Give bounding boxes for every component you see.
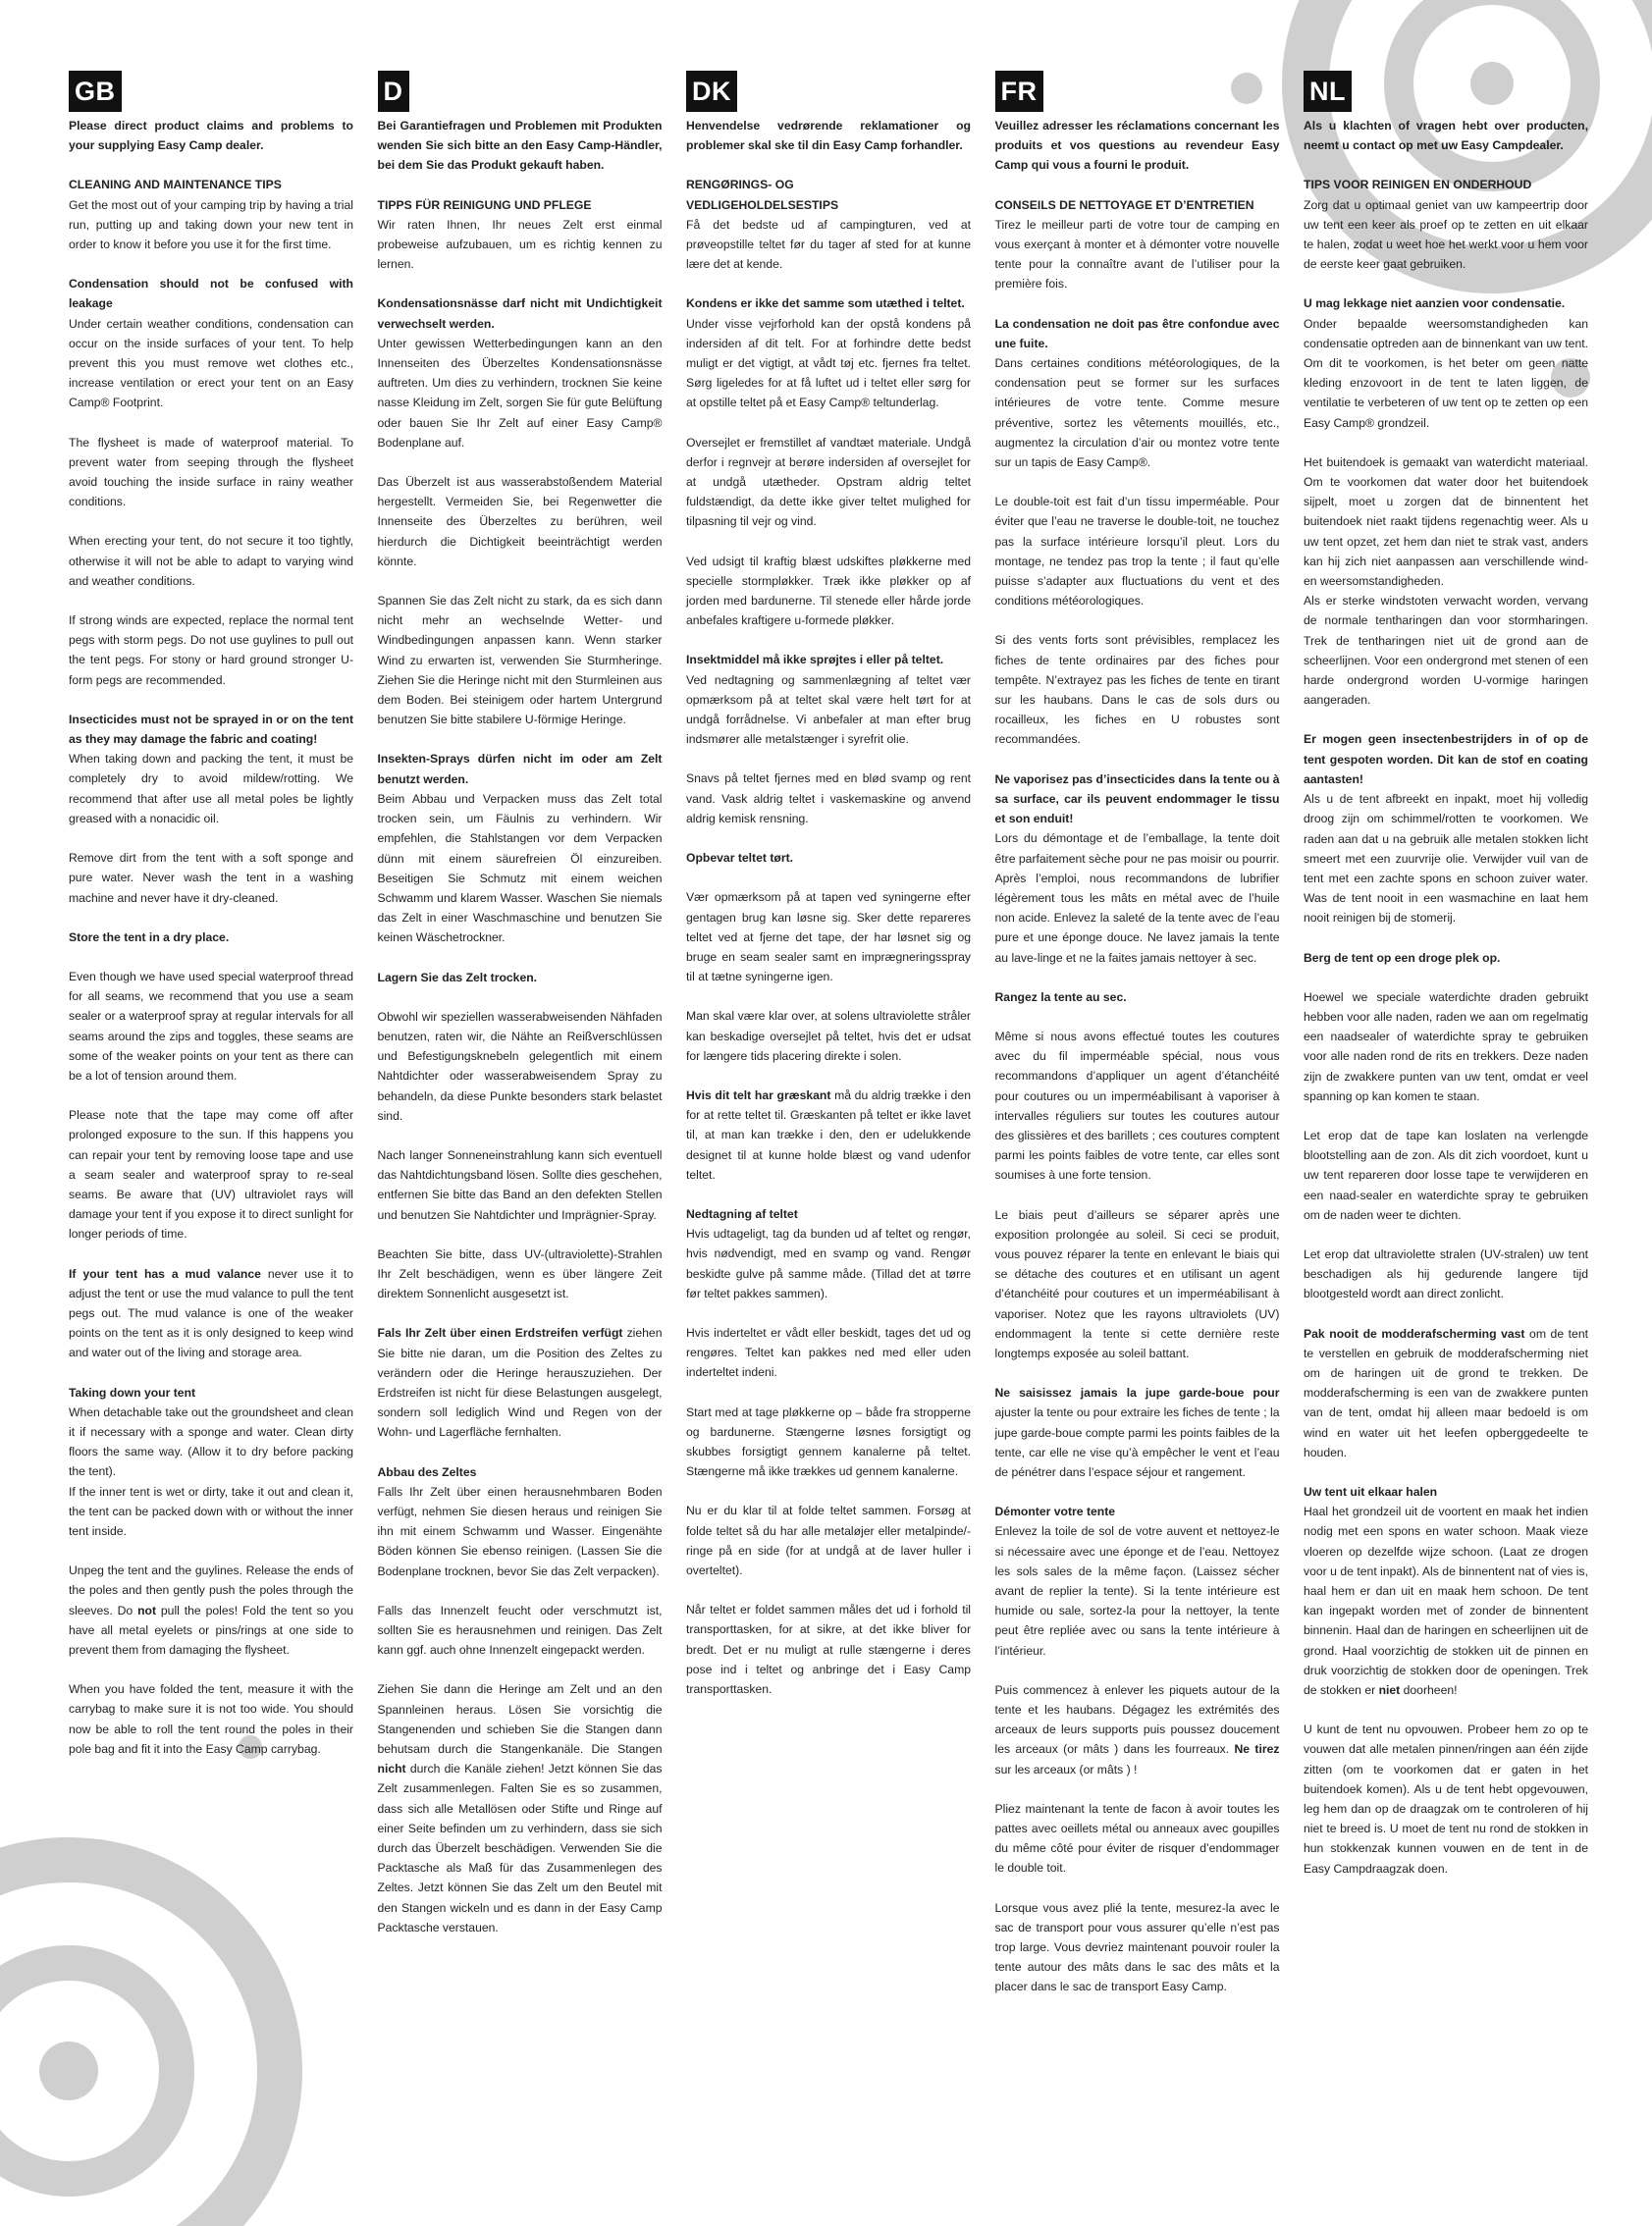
subheading: Store the tent in a dry place. [69,929,230,944]
language-badge-gb: GB [69,71,122,112]
inline-bold: If your tent has a mud valance [69,1266,261,1281]
inline-bold: Ne tirez [1234,1742,1280,1757]
inline-text: Ziehen Sie dann die Heringe am Zelt und an den Spannleinen heraus. Lösen Sie vorsichtig die Stangenenden und schieben Sie die Stangen dann behutsam durch die Stangenkanäle. Die Stangen [377,1682,663,1757]
paragraph: Even though we have used special waterproof thread for all seams, we recommend that you use a seam sealer or a waterproof spray at regular intervals for all seams around the zips and toggles, these seams are some of the weaker points on your tent as there can be a lot of tension around them. [69,969,353,1083]
paragraph: When taking down and packing the tent, it must be completely dry to avoid mildew/rotting. We recommend that after use all metal poles be lightly greased with a nonacidic oil. [69,752,353,825]
paragraph: Let erop dat ultraviolette stralen (UV-stralen) uw tent beschadigen als hij gedurende langere tijd blootgesteld wordt aan direct zonlicht. [1304,1246,1588,1301]
intro-text: Veuillez adresser les réclamations concernant les produits et vos questions au revendeur Easy Camp qui vous a fourni le produit. [994,119,1280,173]
paragraph: Zorg dat u optimaal geniet van uw kampeertrip door uw tent een keer als proef op te zetten en uit elkaar te halen, zodat u weet hoe het werkt voor u hem voor de eerste keer gaat gebruiken. [1304,197,1588,272]
inline-bold: niet [1378,1683,1401,1698]
language-columns [69,71,1588,2191]
subheading: Er mogen geen insectenbestrijders in of op de tent gespoten worden. Dit kan de stof en coating aantasten! [1304,732,1588,786]
paragraph: When you have folded the tent, measure it with the carrybag to make sure it is not too wide. You should now be able to roll the tent round the poles in their pole bag and fit it into the Easy Camp carrybag. [69,1682,353,1756]
paragraph: Oversejlet er fremstillet af vandtæt materiale. Undgå derfor i regnvejr at berøre indersiden af oversejlet for at undgå utætheder. Opstram aldrig teltet fuldstændigt, da dette ikke giver teltet mulighed for tilpasning til vejr og vind. [686,435,971,529]
section-title: TIPS VOOR REINIGEN EN ONDERHOUD [1304,178,1532,192]
inline-text: ziehen Sie bitte nie daran, um die Position des Zeltes zu verändern oder die Heringe herauszuziehen. Der Erdstreifen ist nicht für diese Belastungen ausgelegt, sondern soll lediglich Wind und Regen von der Wohn- und Lagerfläche fernhalten. [377,1326,663,1440]
inline-text: Unpeg the tent and the guylines. Release the ends of the poles and then gently push the poles through the sleeves. Do [69,1564,353,1617]
subheading: Kondensationsnässe darf nicht mit Undichtigkeit verwechselt werden. [377,296,663,331]
paragraph: Få det bedste ud af campingturen, ved at prøveopstille teltet før du tager af sted for at kunne lære det at kende. [686,217,971,272]
section-title: CLEANING AND MAINTENANCE TIPS [69,178,282,192]
column-dk [686,71,971,2191]
paragraph: Le biais peut d’ailleurs se séparer après une exposition prolongée au soleil. Si ceci se produit, vous pouvez réparer la tente en enlevant le biais qui se détache des coutures et en utilisant un agent d’étanchéité pour coutures et un imperméabilisant à vaporiser. Notez que les rayons ultraviolets (UV) endommagent la tente si cette dernière reste longtemps exposée au soleil battant. [994,1207,1280,1360]
column-d [378,71,663,2191]
paragraph: Nach langer Sonneneinstrahlung kann sich eventuell das Nahtdichtungsband lösen. Sollte dies geschehen, entfernen Sie bitte das Band an den defekten Stellen und benutzen Sie Nahtdichter und Imprägnier-Spray. [377,1147,663,1222]
subheading: Berg de tent op een droge plek op. [1304,950,1501,965]
inline-text: sur les arceaux (or mâts ) ! [994,1762,1138,1776]
paragraph [69,1264,353,1363]
inline-text: Puis commencez à enlever les piquets autour de la tente et les haubans. Dégagez les extrémités des arceaux de leurs supports puis poussez doucement les arceaux (or mâts ) dans les fourreaux. [994,1682,1280,1757]
paragraph: Beachten Sie bitte, dass UV-(ultraviolette)-Strahlen Ihr Zelt beschädigen, wenn es über längere Zeit direktem Sonnenlicht ausgesetzt ist. [377,1246,663,1301]
paragraph [686,1086,971,1185]
paragraph [378,1679,663,1937]
paragraph: Même si nous avons effectué toutes les coutures avec du fil imperméable spécial, nous vous recommandons d’appliquer un agent d’étanchéité pour coutures ou un imperméabilisant à vaporiser à intervalles réguliers sur toutes les coutures autour des glissières et des barillets ; ces coutures comptent parmi les points faibles de votre tente, car elles sont soumises à une forte tension. [994,1029,1280,1183]
subheading: Démonter votre tente [994,1505,1116,1519]
paragraph: Tirez le meilleur parti de votre tour de camping en vous exerçant à monter et à démonter votre nouvelle tente pour la connaître avant de l’utiliser pour la première fois. [994,217,1280,292]
paragraph: Si des vents forts sont prévisibles, remplacez les fiches de tente ordinaires par des fiches pour tempête. N’extrayez pas les fiches de tente en tirant sur les haubans. Dans le cas de sols durs ou rocailleux, les fiches en U robustes sont recommandées. [994,633,1280,747]
subheading: Lagern Sie das Zelt trocken. [377,970,538,984]
paragraph: Start med at tage pløkkerne op – både fra stropperne og bardunerne. Stængerne løsnes forsigtigt og skubbes forsigtigt gennem kanalerne på teltet. Stængerne må ikke trækkes ud gennem kanalerne. [686,1404,971,1479]
paragraph: Onder bepaalde weersomstandigheden kan condensatie optreden aan de binnenkant van uw tent. Om dit te voorkomen, is het beter om geen natte kleding enzovoort in de tent te laten liggen, de ventilatie te verbeteren of uw tent op te zetten op een Easy Camp® grondzeil. [1304,316,1589,430]
paragraph: U kunt de tent nu opvouwen. Probeer hem zo op te vouwen dat alle metalen pinnen/ringen aan één zijde zitten (om te voorkomen dat er gaten in het buitendoek komen). Als u de tent hebt opgevouwen, leg hem dan op de draagzak om te controleren of hij niet te breed is. U moet de tent nu rond de stokken in hun stokkenzak kunnen vouwen en de tent in de Easy Campdraagzak doen. [1304,1722,1588,1876]
paragraph [378,1323,663,1442]
paragraph: Als u de tent afbreekt en inpakt, moet hij volledig droog zijn om schimmel/rotten te voorkomen. We raden aan dat u na gebruik alle metalen stokken licht smeert met een zuurvrije olie. Verwijder vuil van de tent met een zachte spons en schoon zuiver water. Was de tent nooit in een wasmachine en laat hem nooit reinigen bij de stomerij. [1304,792,1588,926]
paragraph: Falls das Innenzelt feucht oder verschmutzt ist, sollten Sie es herausnehmen und reinigen. Das Zelt kann ggf. auch ohne Innenzelt eingepackt werden. [377,1603,663,1658]
paragraph: Vær opmærksom på at tapen ved syningerne efter gentagen brug kan løsne sig. Sker dette repareres teltet ved at fjerne det tape, der har løsnet sig og bruge en seam sealer samt en imprægneringsspray til at tætne syningerne igen. [686,890,971,984]
section-title: TIPPS FÜR REINIGUNG UND PFLEGE [377,197,592,212]
paragraph: When detachable take out the groundsheet and clean it if necessary with a sponge and water. Clean dirty floors the same way. (Allow it to dry before packing the tent). [69,1404,353,1479]
paragraph: Ved nedtagning og sammenlægning af teltet vær opmærksom på at teltet skal være helt tørt for at undgå forrådnelse. Vi anbefaler at man efter brug indsmører alle metalstænger i syrefrit olie. [686,672,971,747]
subheading: Ne vaporisez pas d’insecticides dans la tente ou à sa surface, car ils peuvent endommager le tissu et son enduit! [994,771,1280,826]
paragraph: Spannen Sie das Zelt nicht zu stark, da es sich dann nicht mehr an wechselnde Wetter- und Windbedingungen anpassen kann. Wenn starker Wind zu erwarten ist, verwenden Sie Sturmheringe. Ziehen Sie die Heringe nicht mit den Sturmleinen aus dem Boden. Bei steinigem oder hartem Untergrund benutzen Sie bitte stabilere U-förmige Heringe. [377,594,663,727]
inline-text: doorheen! [1400,1683,1458,1698]
inline-text: durch die Kanäle ziehen! Jetzt können Sie das Zelt zusammenlegen. Falten Sie es so zusammen, dass sich alle Metallösen oder Stifte und Ringe auf einer Seite befinden um zu verhindern, dass sie sich durch das Überzelt beschädigen. Verwenden Sie die Packtasche als Maß für das Zusammenlegen des Zeltes. Jetzt können Sie das Zelt um den Beutel mit den Stangen wickeln und es dann in der Easy Camp Packtasche verstauen. [377,1762,663,1934]
language-badge-nl: NL [1304,71,1352,112]
paragraph: Enlevez la toile de sol de votre auvent et nettoyez-le si nécessaire avec une éponge et de l’eau. Nettoyez les sols sales de la même façon. (Laissez sécher avant de replier la tente). Si la tente intérieure est humide ou sale, sortez-la pour la nettoyer, la tente peut être repliée avec ou sans la tente intérieure à l’intérieur. [994,1524,1280,1658]
paragraph: Under certain weather conditions, condensation can occur on the inside surfaces of your tent. To help prevent this you must remove wet clothes etc., increase ventilation or erect your tent on an Easy Camp® Footprint. [69,316,353,410]
inline-text: om de tent te verstellen en gebruik de modderafscherming niet om de haringen uit de grond te trekken. De modderafscherming is een van de zwakkere punten van de tent, omdat hij alleen maar bedoeld is om wind en water uit het leefen opberggedeelte te houden. [1304,1326,1588,1459]
subheading: La condensation ne doit pas être confondue avec une fuite. [994,316,1280,350]
paragraph: Het buitendoek is gemaakt van waterdicht materiaal. Om te voorkomen dat water door het buitendoek sijpelt, moet u zorgen dat de binnentent het buitendoek niet raakt tijdens regenachtig weer. Als u uw tent opzet, zet hem dan niet te strak vast, anders kan hij zich niet aanpassen aan verschillende wind- en weersomstandigheden. [1304,454,1588,589]
paragraph: Hvis udtageligt, tag da bunden ud af teltet og rengør, hvis nødvendigt, med en svamp og vand. Rengør beskidte gulve på samme måde. (Tillad det at tørre før teltet pakkes sammen). [686,1227,971,1300]
language-badge-dk: DK [686,71,737,112]
paragraph: Unter gewissen Wetterbedingungen kann an den Innenseiten des Überzeltes Kondensationsnässe auftreten. Um dies zu verhindern, trocknen Sie keine nasse Kleidung im Zelt, sorgen Sie für gute Belüftung oder bauen Sie Ihr Zelt auf einer Easy Camp® Bodenplane auf. [377,336,663,450]
inline-bold: Hvis dit telt har græskant [686,1087,831,1102]
paragraph [995,1383,1280,1482]
inline-bold: Pak nooit de modderafscherming vast [1304,1326,1525,1341]
paragraph: Le double-toit est fait d’un tissu imperméable. Pour éviter que l’eau ne traverse le double-toit, ne touchez pas la surface intérieure lorsqu’il pleut. Lors du montage, ne tendez pas trop la tente ; il faut qu’elle puisse s’adapter aux fluctuations du vent et des conditions météorologiques. [994,495,1280,609]
paragraph [995,1680,1280,1779]
paragraph: Get the most out of your camping trip by having a trial run, putting up and taking down your new tent in order to know it before you use it for the first time. [69,197,353,252]
paragraph [69,1561,353,1660]
inline-bold: Ne saisissez jamais la jupe garde-boue pour [994,1386,1280,1401]
subheading: Condensation should not be confused with leakage [69,277,353,311]
paragraph: Hoewel we speciale waterdichte draden gebruikt hebben voor alle naden, raden we aan om regelmatig een naadsealer of waterdichte spray te gebruiken voor alle naden rond de rits en trekkers. Deze naden zijn de zwakkere punten van uw tent, omdat er veel spanning op kan komen te staan. [1304,989,1588,1103]
paragraph: Under visse vejrforhold kan der opstå kondens på indersiden af dit telt. For at forhindre dette bedst muligt er det vigtigt, at vådt tøj etc. fjernes fra teltet. Sørg ligeledes for at få luftet ud i teltet eller sørg for at opstille teltet på et Easy Camp® teltunderlag. [686,316,971,410]
subheading: Insecticides must not be sprayed in or on the tent as they may damage the fabric and coating! [69,712,353,747]
subheading: Abbau des Zeltes [377,1464,477,1479]
inline-bold: not [137,1603,157,1617]
paragraph: Das Überzelt ist aus wasserabstoßendem Material hergestellt. Vermeiden Sie, bei Regenwetter die Innenseite des Überzeltes zu berühren, weil hierdurch die Dichtigkeit beeinträchtigt werden könnte. [377,475,663,568]
paragraph: Snavs på teltet fjernes med en blød svamp og rent vand. Vask aldrig teltet i vaskemaskine og anvend aldrig kemisk rensning. [686,771,971,825]
paragraph: Obwohl wir speziellen wasserabweisenden Nähfaden benutzen, raten wir, die Nähte an Reißverschlüssen und Befestigungsknebeln gelegentlich mit einem Nahtdichter oder wasserabweisendem Spray zu behandeln, da diese Punkte besonders stark belastet sind. [377,1009,663,1123]
column-gb [69,71,353,2191]
paragraph: Man skal være klar over, at solens ultraviolette stråler kan beskadige oversejlet på teltet, hvis det er udsat for længere tids placering direkte i solen. [686,1009,971,1063]
paragraph: Når teltet er foldet sammen måles det ud i forhold til transporttasken, for at sikre, at det ikke bliver for bredt. Det er nu muligt at rulle stængerne i deres pose ind i teltet og anbringe det i Easy Camp transporttasken. [686,1603,971,1696]
paragraph: If strong winds are expected, replace the normal tent pegs with storm pegs. Do not use guylines to pull out the tent pegs. For stony or hard ground stronger U-form pegs are recommended. [69,613,353,687]
column-nl [1304,71,1588,2191]
paragraph: Lorsque vous avez plié la tente, mesurez-la avec le sac de transport pour vous assurer qu’elle n’est pas trop large. Vous devriez maintenant pouvoir rouler la tente autour des mâts dans le sac des mâts et la placer dans le sac de transport Easy Camp. [994,1900,1280,1994]
language-badge-d: D [378,71,409,112]
section-title: VEDLIGEHOLDELSESTIPS [686,197,839,212]
paragraph: Pliez maintenant la tente de facon à avoir toutes les pattes avec oeillets métal ou anneaux avec goupilles du même côté pour éviter de risquer d’endommager le double toit. [994,1801,1280,1876]
paragraph: Beim Abbau und Verpacken muss das Zelt total trocken sein, um Fäulnis zu verhindern. Wir empfehlen, die Stahlstangen vor dem Verpacken dünn mit einem säurefreien Öl einzureiben. Beseitigen Sie Schmutz mit einem weichen Schwamm und klarem Wasser. Waschen Sie niemals das Zelt in einer Waschmaschine und benutzen Sie keinen Wäschetrockner. [377,791,663,945]
paragraph: Dans certaines conditions météorologiques, de la condensation peut se former sur les surfaces intérieures de votre tente. Comme mesure préventive, sortez les vêtements mouillés, etc., augmentez la circulation d’air ou montez votre tente sur un tapis de Easy Camp®. [994,356,1280,470]
inline-bold: Fals Ihr Zelt über einen Erdstreifen verfügt [377,1326,623,1341]
paragraph: Ved udsigt til kraftig blæst udskiftes pløkkerne med specielle stormpløkker. Træk ikke pløkker op af jorden med bardunerne. Til stenede eller hårde jorde anbefales kraftigere u-formede pløkker. [686,554,971,628]
inline-bold: nicht [377,1762,406,1776]
paragraph: Hvis inderteltet er vådt eller beskidt, tages det ud og rengøres. Teltet kan pakkes ned med eller uden inderteltet indeni. [686,1325,971,1380]
column-fr [995,71,1280,2191]
subheading: Uw tent uit elkaar halen [1304,1484,1438,1499]
intro-text: Bei Garantiefragen und Problemen mit Produkten wenden Sie sich bitte an den Easy Camp-Händler, bei dem Sie das Produkt gekauft haben. [377,119,663,173]
inline-text: ajuster la tente ou pour extraire les fiches de tente ; la jupe garde-boue compte parmi les points faibles de la tente, car elle ne vise qu’à empêcher le vent et l’eau de pénétrer dans l’espace séjour et rangement. [994,1405,1280,1479]
language-badge-fr: FR [995,71,1043,112]
section-title: CONSEILS DE NETTOYAGE ET D’ENTRETIEN [994,197,1254,212]
paragraph: Falls Ihr Zelt über einen herausnehmbaren Boden verfügt, nehmen Sie diesen heraus und reinigen Sie ihn mit einem Schwamm und Wasser. Eingenähte Böden können Sie ebenso reinigen. (Lassen Sie die Bodenplane trocknen, bevor Sie das Zelt verpacken). [377,1484,663,1578]
subheading: Rangez la tente au sec. [994,989,1127,1004]
intro-text: Please direct product claims and problems to your supplying Easy Camp dealer. [69,119,353,153]
subheading: Insekten-Sprays dürfen nicht im oder am Zelt benutzt werden. [377,752,663,786]
paragraph: Lors du démontage et de l’emballage, la tente doit être parfaitement sèche pour ne pas moisir ou pourrir. Après l’emploi, nous recommandons de lubrifier légèrement tous les mâts en métal avec de l’huile non acide. Enlevez la saleté de la tente avec de l’eau pure et une éponge douce. Ne lavez jamais la tente au lave-linge et ne la faites jamais nettoyer à sec. [994,831,1280,965]
paragraph: Please note that the tape may come off after prolonged exposure to the sun. If this happens you can repair your tent by removing loose tape and use a seam sealer and waterproof spray to re-seal seams. Be aware that (UV) ultraviolet rays will damage your tent if you expose it to direct sunlight for longer periods of time. [69,1108,353,1242]
paragraph: Wir raten Ihnen, Ihr neues Zelt erst einmal probeweise aufzubauen, um es richtig kennen zu lernen. [377,217,663,272]
inline-text: må du aldrig trække i den for at rette teltet til. Græskanten på teltet er ikke lavet til, at man kan trække i den, den er udelukkende designet til at kunne holde blæst og vand udenfor teltet. [686,1087,971,1182]
subheading: Opbevar teltet tørt. [686,851,794,866]
paragraph: Nu er du klar til at folde teltet sammen. Forsøg at folde teltet så du har alle metaløjer eller metalpinde/-ringe på en side (for at undgå at de laver huller i overteltet). [686,1504,971,1577]
inline-text: pull the poles! Fold the tent so you have all metal eyelets or pins/rings at one side to prevent them from damaging the flysheet. [69,1603,354,1657]
paragraph: Als er sterke windstoten verwacht worden, vervang de normale tentharingen dan voor stormharingen. Trek de tentharingen niet uit de grond aan de scheerlijnen. Voor een ondergrond met stenen of een harde ondergrond worden U-vormige haringen aangeraden. [1304,594,1588,708]
paragraph: Remove dirt from the tent with a soft sponge and pure water. Never wash the tent in a washing machine and never have it dry-cleaned. [69,851,353,905]
inline-text: never use it to adjust the tent or use the mud valance to pull the tent pegs out. The mud valance is one of the weaker points on the tent as it is only designed to keep wind and water out of the living and storage area. [69,1266,353,1360]
subheading: Insektmiddel må ikke sprøjtes i eller på teltet. [686,653,944,667]
paragraph: If the inner tent is wet or dirty, take it out and clean it, the tent can be packed down with or without the inner tent inside. [69,1484,353,1538]
subheading: Nedtagning af teltet [686,1206,798,1221]
intro-text: Henvendelse vedrørende reklamationer og problemer skal ske til din Easy Camp forhandler. [686,119,971,153]
paragraph: Let erop dat de tape kan loslaten na verlengde blootstelling aan de zon. Als dit zich voordoet, kunt u uw tent repareren door losse tape te verwijderen en een naad-sealer en waterdichte spray te gebruiken om de naden weer te dichten. [1304,1128,1588,1222]
section-title: RENGØRINGS- OG [686,178,794,192]
subheading: Kondens er ikke det samme som utæthed i teltet. [686,296,965,311]
intro-text: Als u klachten of vragen hebt over producten, neemt u contact op met uw Easy Campdealer. [1304,119,1588,153]
inline-text: Haal het grondzeil uit de voortent en maak het indien nodig met een spons en water schoon. Maak vieze vloeren op dezelfde wijze schoon. (Laat ze drogen voor u de tent inpakt). Als de binnentent nat of vies is, haal hem er dan uit en maak hem schoon. De tent kan ingepakt worden met of zonder de binnentent binnenin. Haal dan de haringen en scheerlijnen uit de grond. Haal voorzichtig de stokken uit de pinnen en druk voorzichtig de stokken door de openingen. Trek de stokken er [1304,1505,1588,1698]
paragraph [1304,1324,1588,1462]
subheading: Taking down your tent [69,1385,196,1400]
subheading: U mag lekkage niet aanzien voor condensatie. [1304,296,1566,311]
paragraph: The flysheet is made of waterproof material. To prevent water from seeping through the flysheet avoid touching the inside surface in rainy weather conditions. [69,435,353,509]
paragraph [1304,1502,1588,1700]
paragraph: When erecting your tent, do not secure it too tightly, otherwise it will not be able to adapt to varying wind and weather conditions. [69,534,353,588]
